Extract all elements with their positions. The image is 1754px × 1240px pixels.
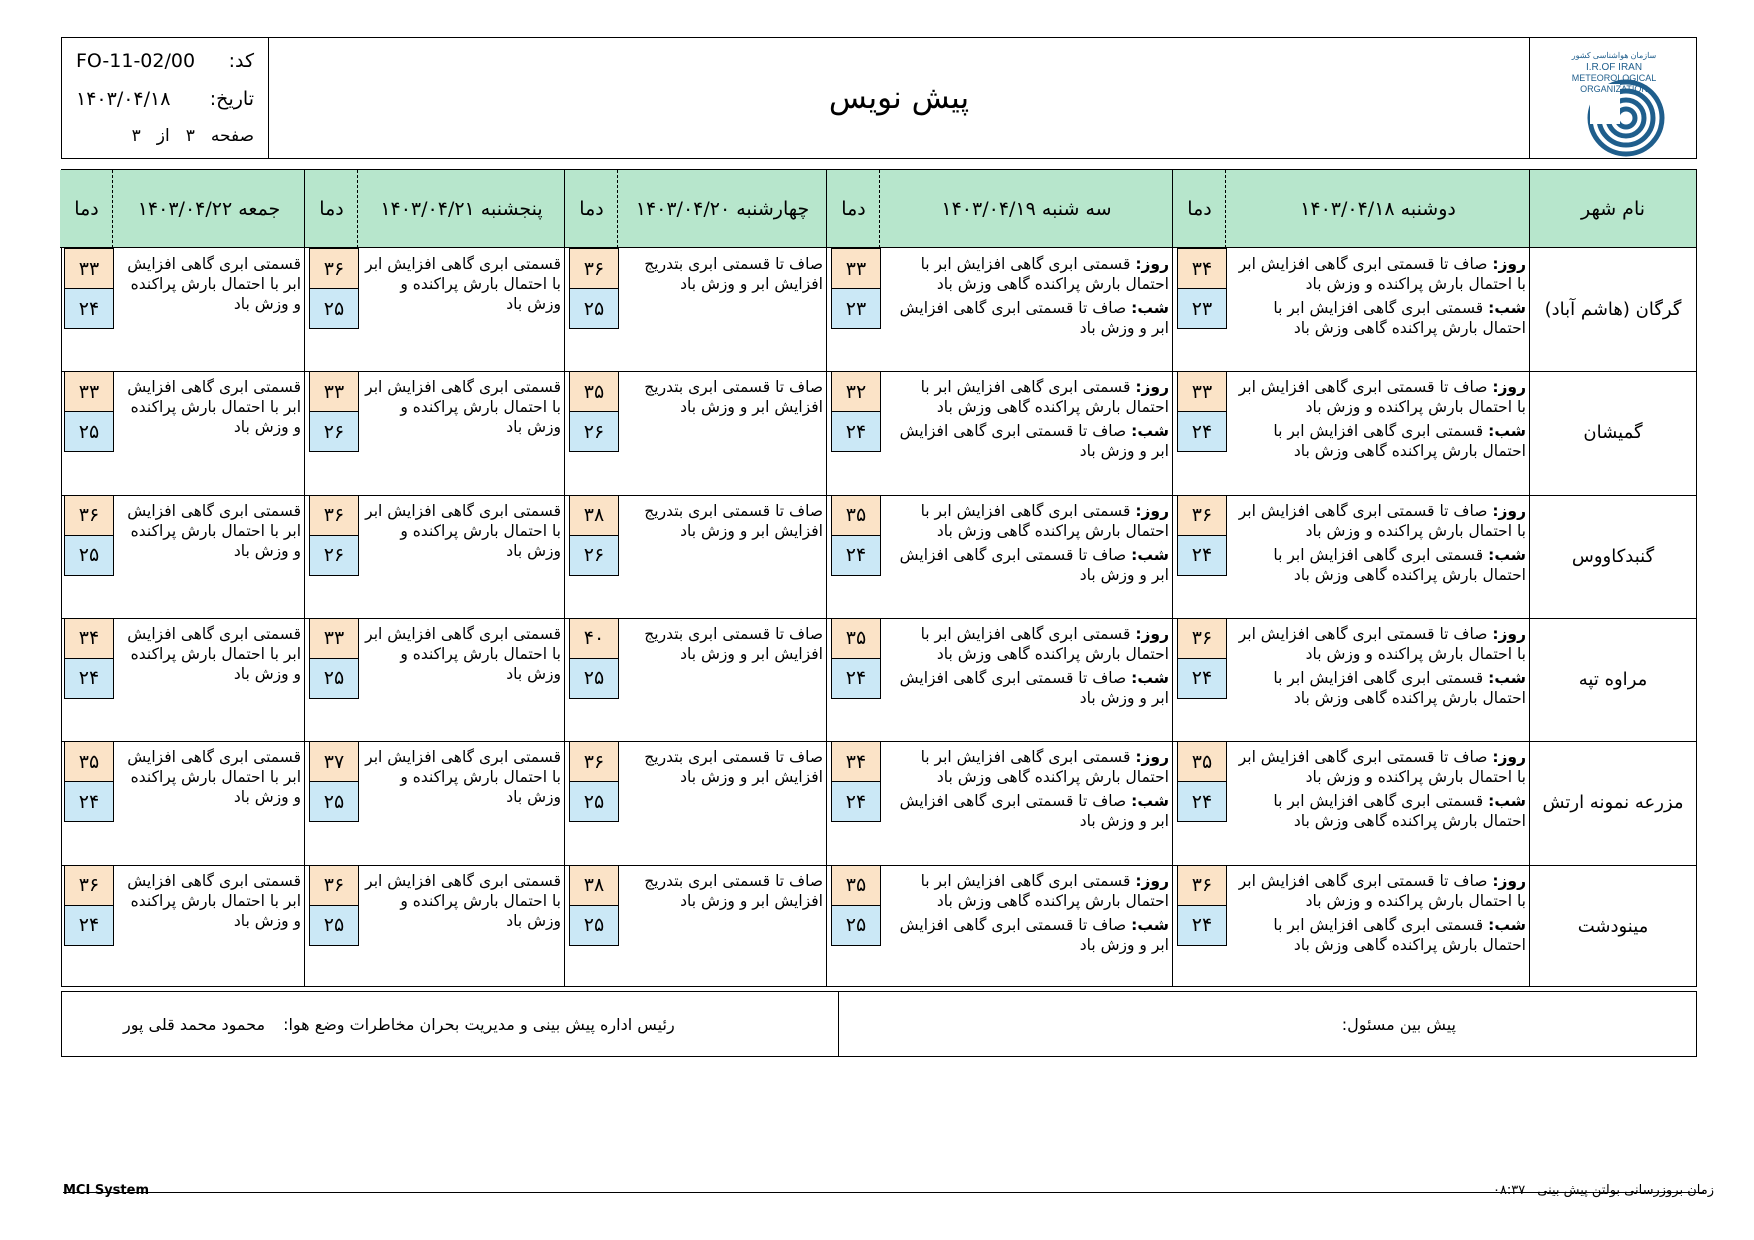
max-temp-cell: ۳۷ — [309, 741, 359, 782]
max-temp-cell: ۳۶ — [64, 495, 114, 536]
min-temp-cell: ۲۴ — [64, 658, 114, 699]
forecast-text — [1232, 871, 1526, 955]
column-dash-divider — [357, 170, 358, 248]
min-temp-cell: ۲۴ — [1177, 411, 1227, 452]
night-label: شب: — [1488, 422, 1526, 441]
min-temp-cell: ۲۴ — [1177, 658, 1227, 699]
night-text: صاف تا قسمتی ابری گاهی افزایش ابر و وزش باد — [899, 915, 1169, 954]
day-label: روز: — [1135, 871, 1169, 890]
min-temp-cell: ۲۳ — [1177, 288, 1227, 329]
day-forecast — [886, 377, 1169, 417]
code-row — [76, 50, 254, 72]
day-column-header: دوشنبه ۱۴۰۳/۰۴/۱۸ — [1226, 170, 1530, 248]
max-temp-cell: ۳۵ — [1177, 741, 1227, 782]
night-text: صاف تا قسمتی ابری گاهی افزایش ابر و وزش باد — [899, 792, 1169, 831]
page-title: پیش نویس — [828, 80, 970, 116]
day-column-header: جمعه ۱۴۰۳/۰۴/۲۲ — [113, 170, 305, 248]
temp-column-header: دما — [60, 170, 113, 248]
night-forecast — [1232, 545, 1526, 585]
day-forecast — [1232, 254, 1526, 294]
day-forecast — [886, 254, 1169, 294]
day-forecast — [886, 501, 1169, 541]
forecast-text — [1232, 747, 1526, 831]
night-forecast — [886, 668, 1169, 708]
day-text: قسمتی ابری گاهی افزایش ابر با احتمال بارش پراکنده گاهی وزش باد — [920, 255, 1169, 293]
organization-logo-icon — [1530, 38, 1696, 157]
date-value: ۱۴۰۳/۰۴/۱۸ — [76, 88, 171, 110]
night-label: شب: — [1131, 545, 1169, 564]
page-current: ۳ — [185, 126, 195, 146]
forecast-text — [1232, 377, 1526, 461]
min-temp-cell: ۲۴ — [1177, 905, 1227, 946]
max-temp-cell: ۳۵ — [831, 865, 881, 906]
max-temp-cell: ۳۶ — [64, 865, 114, 906]
night-label: شب: — [1488, 915, 1526, 934]
head-name: محمود محمد قلی پور — [123, 1014, 266, 1034]
system-name: MCI System — [63, 1183, 149, 1198]
night-forecast — [886, 915, 1169, 955]
signature-box — [61, 991, 1697, 1057]
min-temp-cell: ۲۵ — [309, 658, 359, 699]
day-label: روز: — [1135, 501, 1169, 520]
max-temp-cell: ۳۴ — [1177, 248, 1227, 289]
night-forecast — [886, 545, 1169, 585]
min-temp-cell: ۲۵ — [64, 411, 114, 452]
city-name: گرگان (هاشم آباد) — [1544, 299, 1682, 321]
page-row — [76, 126, 254, 146]
min-temp-cell: ۲۳ — [831, 288, 881, 329]
forecast-text: قسمتی ابری گاهی افزایش ابر با احتمال بارش پراکنده و وزش باد — [365, 255, 561, 313]
day-label: روز: — [1492, 378, 1526, 397]
max-temp-cell: ۳۳ — [64, 371, 114, 412]
min-temp-cell: ۲۵ — [569, 288, 619, 329]
forecast-table — [61, 169, 1697, 987]
min-temp-cell: ۲۶ — [309, 535, 359, 576]
max-temp-cell: ۳۶ — [1177, 865, 1227, 906]
update-label: زمان بروزرسانی بولتن پیش بینی — [1537, 1183, 1714, 1198]
city-name: مزرعه نمونه ارتش — [1542, 792, 1684, 814]
day-forecast — [1232, 747, 1526, 787]
column-dash-divider — [617, 170, 618, 248]
day-label: روز: — [1135, 624, 1169, 643]
day-label: روز: — [1135, 255, 1169, 273]
day-forecast — [886, 747, 1169, 787]
day-label: روز: — [1135, 748, 1169, 767]
forecast-text: قسمتی ابری گاهی افزایش ابر با احتمال بارش پراکنده و وزش باد — [127, 748, 301, 807]
day-text: صاف تا قسمتی ابری گاهی افزایش ابر با احتمال بارش پراکنده و وزش باد — [1238, 378, 1526, 417]
day-label: روز: — [1492, 624, 1526, 643]
column-dash-divider — [879, 170, 880, 248]
forecast-text — [1232, 624, 1526, 708]
update-info — [1493, 1183, 1714, 1198]
min-temp-cell: ۲۵ — [569, 658, 619, 699]
night-forecast — [886, 421, 1169, 461]
night-text: قسمتی ابری گاهی افزایش ابر با احتمال بارش پراکنده گاهی وزش باد — [1273, 299, 1526, 337]
svg-text:I.R.OF IRAN: I.R.OF IRAN — [1585, 62, 1643, 73]
max-temp-cell: ۳۶ — [309, 248, 359, 289]
max-temp-cell: ۳۳ — [309, 618, 359, 659]
page-label: صفحه — [210, 126, 254, 146]
forecast-text — [1232, 254, 1526, 338]
forecast-text: صاف تا قسمتی ابری بتدریج افزایش ابر و وزش باد — [644, 501, 823, 540]
min-temp-cell: ۲۴ — [64, 781, 114, 822]
forecast-text: قسمتی ابری گاهی افزایش ابر با احتمال بارش پراکنده و وزش باد — [127, 624, 301, 683]
night-text: قسمتی ابری گاهی افزایش ابر با احتمال بارش پراکنده گاهی وزش باد — [1273, 545, 1526, 584]
max-temp-cell: ۳۳ — [1177, 371, 1227, 412]
head-signature — [123, 992, 675, 1056]
page-total: ۳ — [131, 126, 141, 146]
max-temp-cell: ۳۴ — [64, 618, 114, 659]
forecast-text: صاف تا قسمتی ابری بتدریج افزایش ابر و وزش باد — [644, 255, 823, 293]
night-text: قسمتی ابری گاهی افزایش ابر با احتمال بارش پراکنده گاهی وزش باد — [1273, 422, 1526, 461]
max-temp-cell: ۳۵ — [569, 371, 619, 412]
max-temp-cell: ۳۶ — [309, 865, 359, 906]
max-temp-cell: ۳۵ — [64, 741, 114, 782]
night-label: شب: — [1488, 668, 1526, 687]
max-temp-cell: ۳۸ — [569, 495, 619, 536]
max-temp-cell: ۳۸ — [569, 865, 619, 906]
max-temp-cell: ۴۰ — [569, 618, 619, 659]
min-temp-cell: ۲۴ — [64, 905, 114, 946]
forecast-text — [886, 747, 1169, 831]
max-temp-cell: ۳۶ — [569, 741, 619, 782]
day-forecast — [886, 624, 1169, 664]
forecast-text: صاف تا قسمتی ابری بتدریج افزایش ابر و وزش باد — [644, 378, 823, 417]
city-name: مراوه تپه — [1578, 669, 1648, 691]
logo-cell — [1529, 38, 1696, 158]
min-temp-cell: ۲۵ — [309, 905, 359, 946]
forecast-text: قسمتی ابری گاهی افزایش ابر با احتمال بارش پراکنده و وزش باد — [127, 255, 301, 313]
max-temp-cell: ۳۳ — [831, 248, 881, 289]
forecast-text: قسمتی ابری گاهی افزایش ابر با احتمال بارش پراکنده و وزش باد — [365, 624, 561, 683]
min-temp-cell: ۲۴ — [831, 781, 881, 822]
column-dash-divider — [1225, 170, 1226, 248]
forecast-text — [886, 377, 1169, 461]
column-dash-divider — [112, 170, 113, 248]
city-column-header: نام شهر — [1530, 170, 1696, 248]
day-text: صاف تا قسمتی ابری گاهی افزایش ابر با احتمال بارش پراکنده و وزش باد — [1238, 501, 1526, 540]
date-label: تاریخ: — [209, 88, 254, 110]
min-temp-cell: ۲۵ — [831, 905, 881, 946]
night-forecast — [886, 791, 1169, 831]
day-forecast — [1232, 377, 1526, 417]
day-text: قسمتی ابری گاهی افزایش ابر با احتمال بارش پراکنده گاهی وزش باد — [920, 501, 1169, 540]
forecast-text: قسمتی ابری گاهی افزایش ابر با احتمال بارش پراکنده و وزش باد — [365, 378, 561, 437]
night-label: شب: — [1131, 299, 1169, 317]
svg-text:سازمان هواشناسی کشور: سازمان هواشناسی کشور — [1571, 51, 1657, 60]
night-label: شب: — [1131, 915, 1169, 934]
day-label: روز: — [1492, 871, 1526, 890]
night-label: شب: — [1131, 792, 1169, 811]
head-label: رئیس اداره پیش بینی و مدیریت بحران مخاطرات وضع هوا: — [283, 1014, 675, 1034]
day-text: قسمتی ابری گاهی افزایش ابر با احتمال بارش پراکنده گاهی وزش باد — [920, 748, 1169, 787]
max-temp-cell: ۳۳ — [309, 371, 359, 412]
forecast-text — [886, 254, 1169, 338]
day-forecast — [886, 871, 1169, 911]
temp-column-header: دما — [827, 170, 880, 248]
code-label: کد: — [228, 50, 254, 72]
forecast-text: قسمتی ابری گاهی افزایش ابر با احتمال بارش پراکنده و وزش باد — [365, 871, 561, 930]
min-temp-cell: ۲۴ — [64, 288, 114, 329]
night-forecast — [1232, 668, 1526, 708]
night-label: شب: — [1488, 792, 1526, 811]
day-forecast — [1232, 871, 1526, 911]
day-text: قسمتی ابری گاهی افزایش ابر با احتمال بارش پراکنده گاهی وزش باد — [920, 624, 1169, 663]
min-temp-cell: ۲۴ — [831, 658, 881, 699]
night-label: شب: — [1488, 299, 1526, 317]
min-temp-cell: ۲۴ — [1177, 535, 1227, 576]
day-label: روز: — [1492, 255, 1526, 273]
day-text: قسمتی ابری گاهی افزایش ابر با احتمال بارش پراکنده گاهی وزش باد — [920, 378, 1169, 417]
night-text: صاف تا قسمتی ابری گاهی افزایش ابر و وزش باد — [899, 422, 1169, 461]
night-forecast — [886, 298, 1169, 338]
night-text: قسمتی ابری گاهی افزایش ابر با احتمال بارش پراکنده گاهی وزش باد — [1273, 792, 1526, 831]
max-temp-cell: ۳۳ — [64, 248, 114, 289]
min-temp-cell: ۲۶ — [309, 411, 359, 452]
night-label: شب: — [1131, 422, 1169, 441]
forecast-text: قسمتی ابری گاهی افزایش ابر با احتمال بارش پراکنده و وزش باد — [127, 378, 301, 437]
forecast-text: صاف تا قسمتی ابری بتدریج افزایش ابر و وزش باد — [644, 871, 823, 910]
day-text: صاف تا قسمتی ابری گاهی افزایش ابر با احتمال بارش پراکنده و وزش باد — [1238, 748, 1526, 787]
temp-column-header: دما — [565, 170, 618, 248]
night-forecast — [1232, 791, 1526, 831]
city-name: مینودشت — [1577, 915, 1649, 937]
min-temp-cell: ۲۵ — [64, 535, 114, 576]
city-name: گنبدکاووس — [1571, 545, 1655, 567]
day-column-header: سه شنبه ۱۴۰۳/۰۴/۱۹ — [880, 170, 1173, 248]
max-temp-cell: ۳۶ — [569, 248, 619, 289]
max-temp-cell: ۳۵ — [831, 495, 881, 536]
day-forecast — [1232, 501, 1526, 541]
max-temp-cell: ۳۶ — [1177, 618, 1227, 659]
forecast-text — [886, 871, 1169, 955]
min-temp-cell: ۲۵ — [569, 905, 619, 946]
svg-text:ORGANIZATION: ORGANIZATION — [1580, 84, 1648, 94]
forecast-text: قسمتی ابری گاهی افزایش ابر با احتمال بارش پراکنده و وزش باد — [365, 501, 561, 560]
page-of: از — [156, 126, 170, 146]
code-value: FO-11-02/00 — [76, 50, 196, 72]
max-temp-cell: ۳۶ — [1177, 495, 1227, 536]
min-temp-cell: ۲۵ — [309, 781, 359, 822]
day-forecast — [1232, 624, 1526, 664]
footer-rule — [63, 1192, 1704, 1193]
night-label: شب: — [1131, 668, 1169, 687]
min-temp-cell: ۲۴ — [1177, 781, 1227, 822]
city-name: گمیشان — [1583, 422, 1643, 444]
forecast-text — [1232, 501, 1526, 585]
max-temp-cell: ۳۴ — [831, 741, 881, 782]
day-label: روز: — [1135, 378, 1169, 397]
forecaster-label: پیش بین مسئول: — [1341, 1014, 1456, 1034]
night-forecast — [1232, 298, 1526, 338]
day-label: روز: — [1492, 501, 1526, 520]
day-text: قسمتی ابری گاهی افزایش ابر با احتمال بارش پراکنده گاهی وزش باد — [920, 871, 1169, 910]
update-time: ۰۸:۳۷ — [1492, 1183, 1526, 1198]
day-text: صاف تا قسمتی ابری گاهی افزایش ابر با احتمال بارش پراکنده و وزش باد — [1238, 871, 1526, 910]
forecast-text: قسمتی ابری گاهی افزایش ابر با احتمال بارش پراکنده و وزش باد — [127, 501, 301, 560]
date-row — [76, 88, 254, 110]
day-column-header: چهارشنبه ۱۴۰۳/۰۴/۲۰ — [618, 170, 827, 248]
night-text: صاف تا قسمتی ابری گاهی افزایش ابر و وزش باد — [899, 668, 1169, 707]
day-text: صاف تا قسمتی ابری گاهی افزایش ابر با احتمال بارش پراکنده و وزش باد — [1238, 624, 1526, 663]
day-column-header: پنجشنبه ۱۴۰۳/۰۴/۲۱ — [358, 170, 565, 248]
min-temp-cell: ۲۵ — [569, 781, 619, 822]
signature-divider — [838, 992, 839, 1056]
forecast-text: صاف تا قسمتی ابری بتدریج افزایش ابر و وزش باد — [644, 624, 823, 663]
min-temp-cell: ۲۵ — [309, 288, 359, 329]
min-temp-cell: ۲۶ — [569, 535, 619, 576]
day-text: صاف تا قسمتی ابری گاهی افزایش ابر با احتمال بارش پراکنده و وزش باد — [1238, 255, 1526, 293]
min-temp-cell: ۲۴ — [831, 535, 881, 576]
forecast-text — [886, 624, 1169, 708]
max-temp-cell: ۳۵ — [831, 618, 881, 659]
night-text: قسمتی ابری گاهی افزایش ابر با احتمال بارش پراکنده گاهی وزش باد — [1273, 668, 1526, 707]
temp-column-header: دما — [305, 170, 358, 248]
night-text: صاف تا قسمتی ابری گاهی افزایش ابر و وزش باد — [899, 545, 1169, 584]
night-forecast — [1232, 421, 1526, 461]
forecast-text — [886, 501, 1169, 585]
svg-text:METEOROLOGICAL: METEOROLOGICAL — [1571, 73, 1657, 83]
meta-cell — [62, 38, 269, 158]
min-temp-cell: ۲۶ — [569, 411, 619, 452]
temp-column-header: دما — [1173, 170, 1226, 248]
night-label: شب: — [1488, 545, 1526, 564]
night-forecast — [1232, 915, 1526, 955]
max-temp-cell: ۳۶ — [309, 495, 359, 536]
min-temp-cell: ۲۴ — [831, 411, 881, 452]
night-text: صاف تا قسمتی ابری گاهی افزایش ابر و وزش باد — [899, 299, 1169, 337]
max-temp-cell: ۳۲ — [831, 371, 881, 412]
night-text: قسمتی ابری گاهی افزایش ابر با احتمال بارش پراکنده گاهی وزش باد — [1273, 915, 1526, 954]
header-box — [61, 37, 1697, 159]
forecast-text: قسمتی ابری گاهی افزایش ابر با احتمال بارش پراکنده و وزش باد — [127, 871, 301, 930]
forecast-text: قسمتی ابری گاهی افزایش ابر با احتمال بارش پراکنده و وزش باد — [365, 748, 561, 807]
day-label: روز: — [1492, 748, 1526, 767]
forecast-text: صاف تا قسمتی ابری بتدریج افزایش ابر و وزش باد — [644, 748, 823, 787]
